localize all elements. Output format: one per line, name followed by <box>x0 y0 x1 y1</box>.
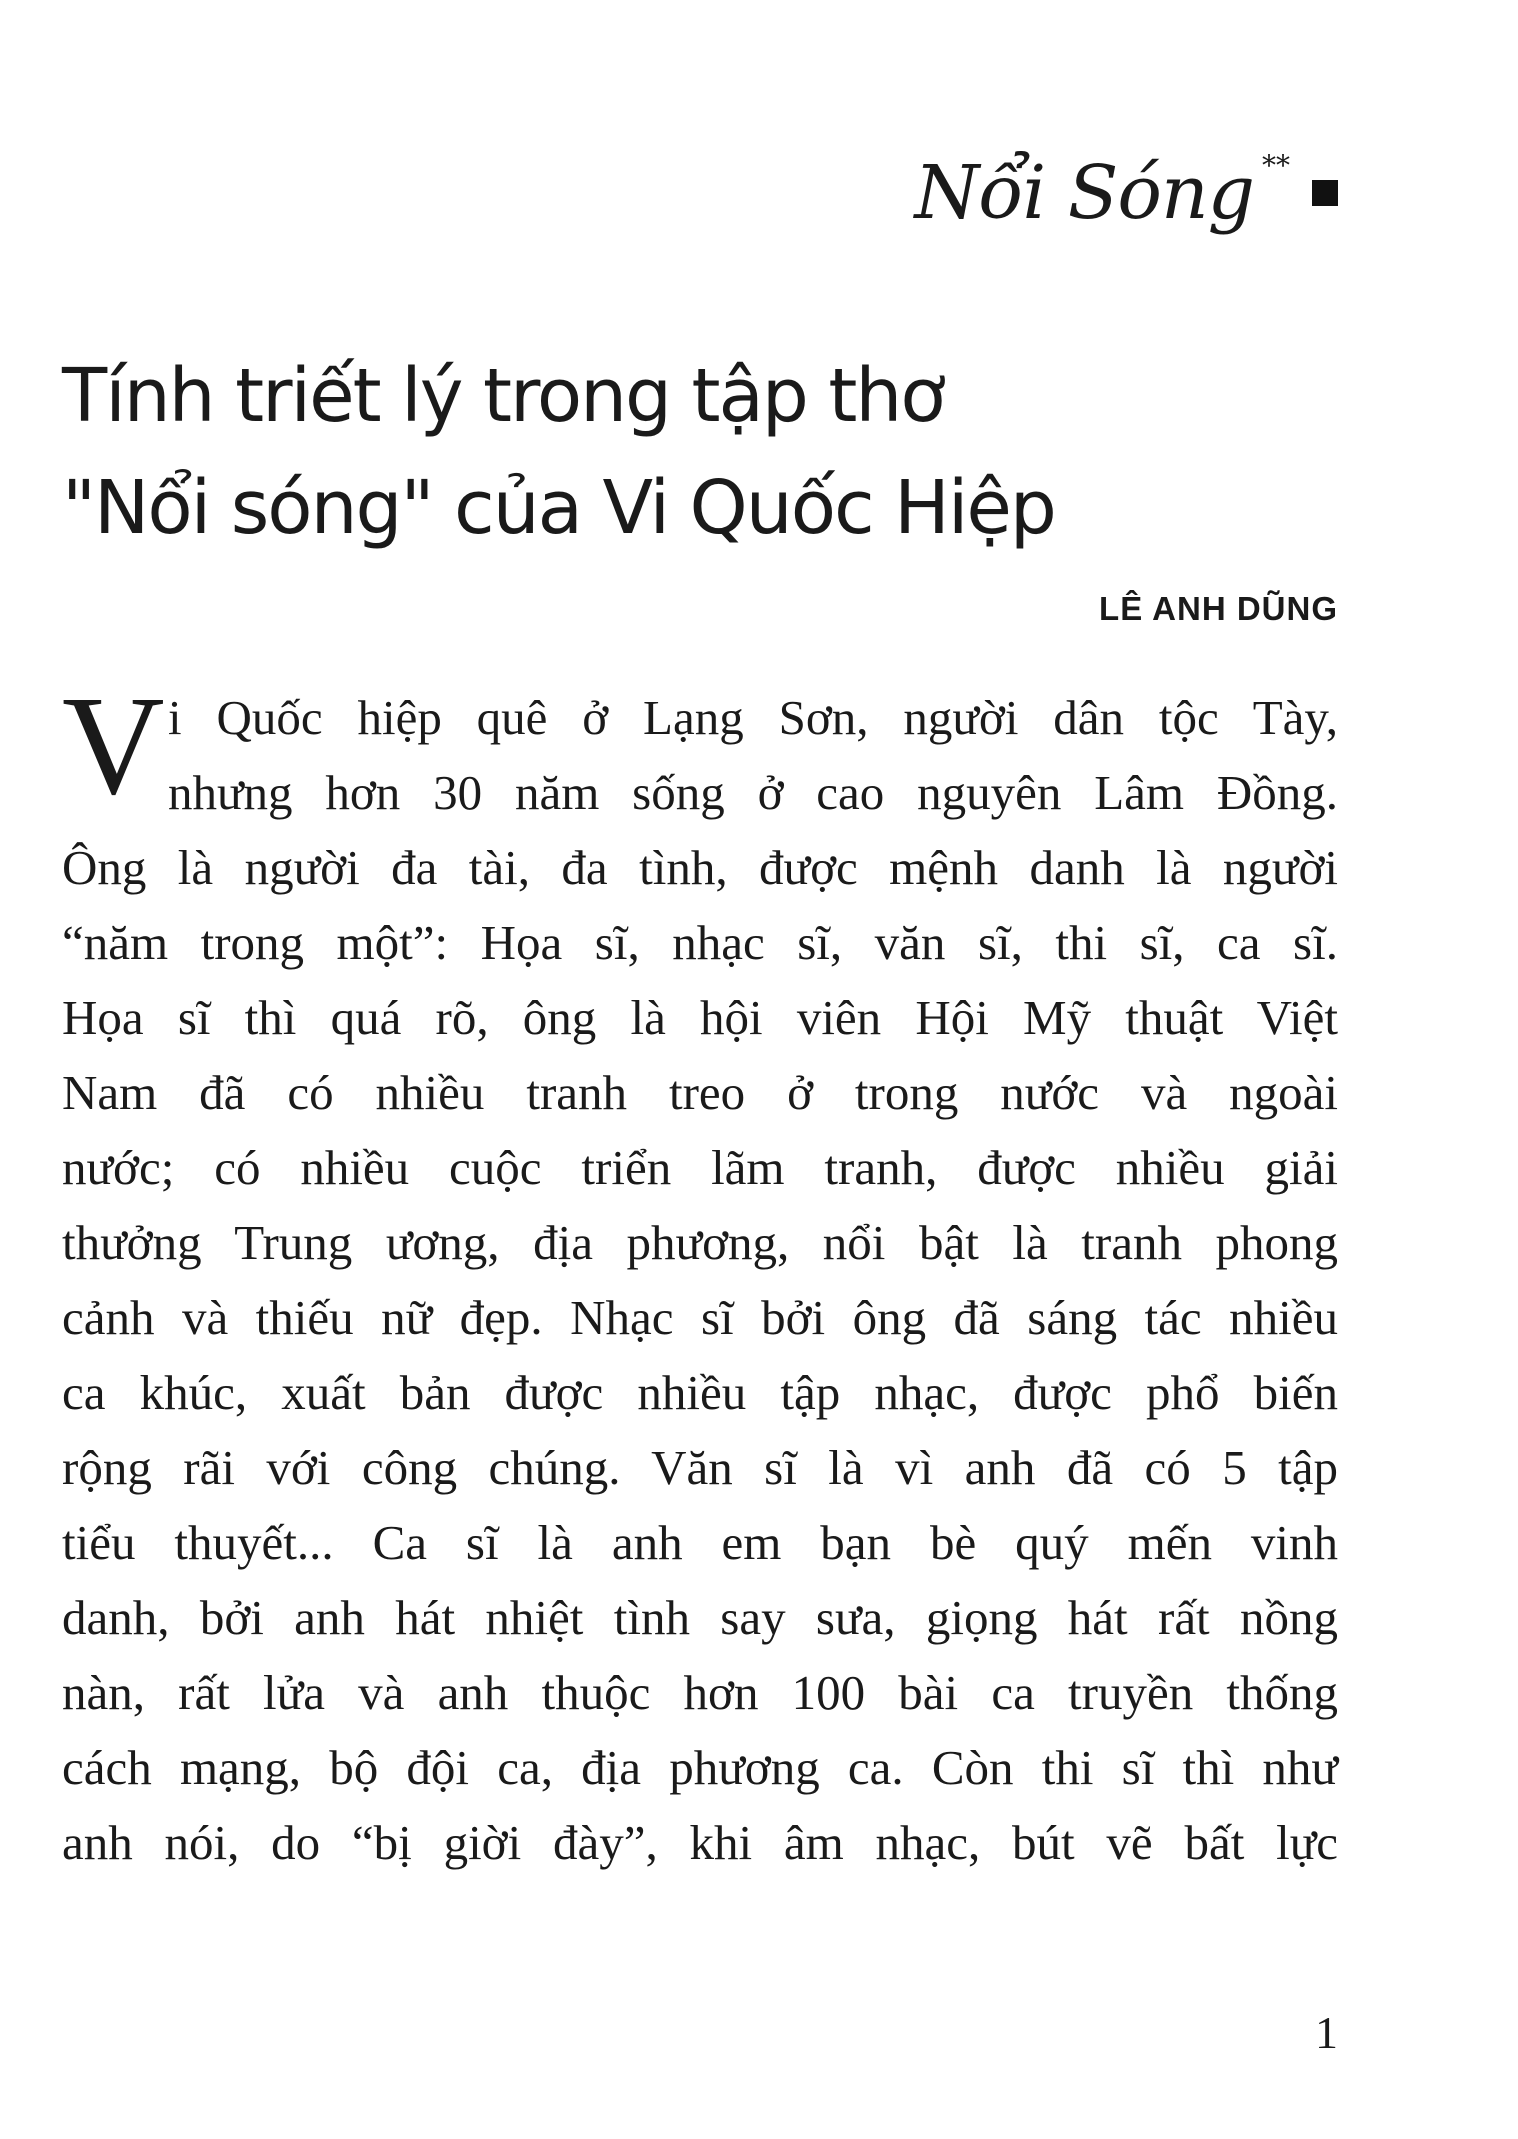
body-line: cách mạng, bộ đội ca, địa phương ca. Còn thi sĩ thì như <box>62 1740 1338 1795</box>
body-line: Ông là người đa tài, đa tình, được mệnh danh là người <box>62 840 1338 895</box>
title-line-2: "Nổi sóng" của Vi Quốc Hiệp <box>62 465 1055 551</box>
body-line: thưởng Trung ương, địa phương, nổi bật là tranh phong <box>62 1215 1338 1270</box>
section-name: Nổi Sóng <box>914 150 1254 236</box>
body-line: danh, bởi anh hát nhiệt tình say sưa, giọng hát rất nồng <box>62 1590 1338 1645</box>
body-line: rộng rãi với công chúng. Văn sĩ là vì anh đã có 5 tập <box>62 1440 1338 1495</box>
body-line: nhưng hơn 30 năm sống ở cao nguyên Lâm Đồng. <box>168 765 1338 820</box>
body-line: nàn, rất lửa và anh thuộc hơn 100 bài ca truyền thống <box>62 1665 1338 1720</box>
section-header <box>915 150 1339 236</box>
body-line: Họa sĩ thì quá rõ, ông là hội viên Hội Mỹ thuật Việt <box>62 990 1338 1045</box>
author-name: LÊ ANH DŨNG <box>1099 590 1338 627</box>
body-line: cảnh và thiếu nữ đẹp. Nhạc sĩ bởi ông đã sáng tác nhiều <box>62 1290 1338 1345</box>
drop-cap: V <box>62 666 165 824</box>
body-line: “năm trong một”: Họa sĩ, nhạc sĩ, văn sĩ, thi sĩ, ca sĩ. <box>62 915 1338 970</box>
body-line: i Quốc hiệp quê ở Lạng Sơn, người dân tộc Tày, <box>168 690 1338 745</box>
body-line: tiểu thuyết... Ca sĩ là anh em bạn bè quý mến vinh <box>62 1515 1338 1570</box>
body-line: ca khúc, xuất bản được nhiều tập nhạc, được phổ biến <box>62 1365 1338 1420</box>
article-body <box>62 666 1338 1880</box>
article-title <box>62 340 1362 564</box>
body-line: Nam đã có nhiều tranh treo ở trong nước và ngoài <box>62 1065 1338 1120</box>
body-line: anh nói, do “bị giời đày”, khi âm nhạc, bút vẽ bất lực <box>62 1815 1338 1870</box>
page-number: 1 <box>1315 2007 1338 2058</box>
square-bullet-icon <box>1312 180 1338 206</box>
section-stars: ** <box>1262 148 1290 182</box>
body-line: nước; có nhiều cuộc triển lãm tranh, được nhiều giải <box>62 1140 1338 1195</box>
title-line-1: Tính triết lý trong tập thơ <box>62 353 944 439</box>
